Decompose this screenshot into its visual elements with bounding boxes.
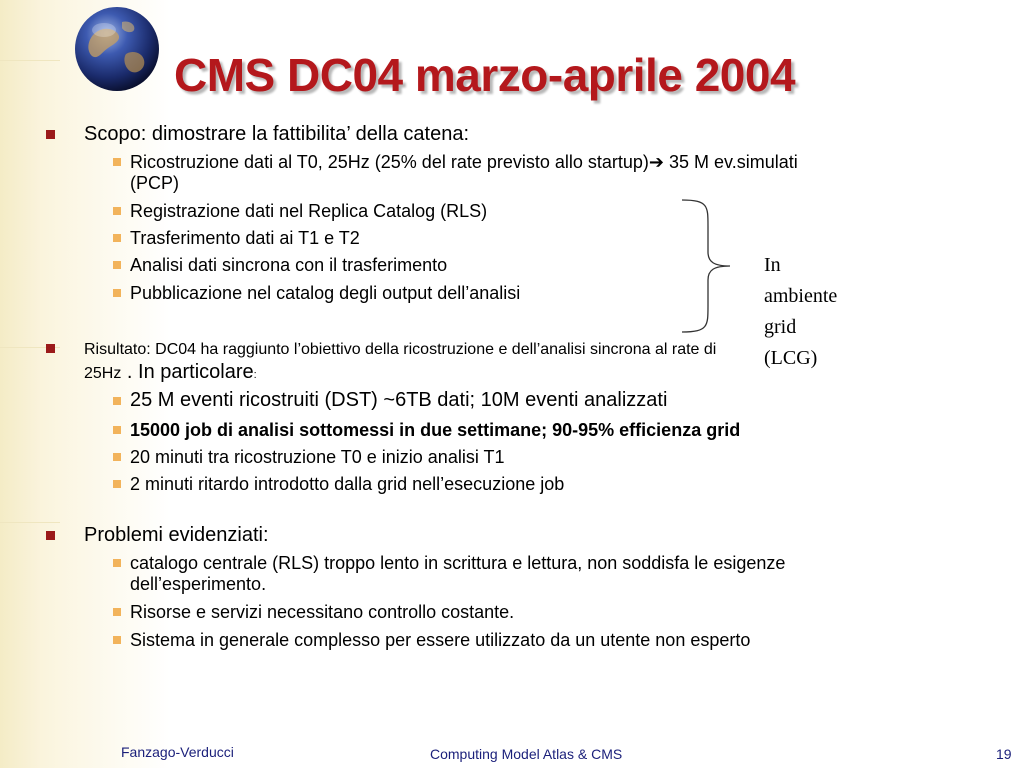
item-text: 20 minuti tra ricostruzione T0 e inizio analisi T1 — [130, 447, 505, 467]
list-item — [130, 390, 990, 411]
annotation-line: grid (LCG) — [764, 316, 818, 369]
item-text: Trasferimento dati ai T1 e T2 — [130, 228, 360, 248]
list-item — [130, 553, 990, 595]
bullet-square-icon — [113, 608, 121, 616]
list-item — [130, 228, 990, 249]
list-item — [130, 447, 990, 468]
bullet-square-icon — [113, 426, 121, 434]
footer-author: Fanzago-Verducci — [121, 744, 234, 760]
decor-line — [0, 60, 60, 61]
item-text: 35 M ev.simulati — [664, 152, 798, 172]
item-text: 25 M eventi ricostruiti (DST) ~6TB dati; 10M eventi analizzati — [130, 389, 668, 411]
bullet-square-icon — [113, 289, 121, 297]
bullet-square-icon — [113, 559, 121, 567]
list-item — [130, 420, 990, 441]
item-text: 2 minuti ritardo introdotto dalla grid nell’esecuzione job — [130, 474, 565, 494]
bullet-square-icon — [113, 158, 121, 166]
item-text: dell’esperimento. — [130, 574, 267, 594]
bullet-square-icon — [113, 480, 121, 488]
section-heading: Problemi evidenziati: — [84, 524, 269, 546]
arrow-right-icon: ➔ — [648, 152, 665, 172]
left-decor-strip — [0, 0, 40, 768]
globe-icon — [72, 4, 162, 94]
bullet-risultato — [84, 337, 994, 386]
list-item — [130, 152, 990, 194]
bullet-square-icon — [113, 397, 121, 405]
item-text: Pubblicazione nel catalog degli output dell’analisi — [130, 283, 521, 303]
slide-title: CMS DC04 marzo-aprile 2004 — [174, 49, 796, 101]
list-item — [130, 255, 990, 276]
bullet-square-icon — [113, 234, 121, 242]
bullet-square-icon — [113, 453, 121, 461]
item-text: catalogo centrale (RLS) troppo lento in scrittura e lettura, non soddisfa le esigenze — [130, 553, 786, 573]
list-item — [130, 602, 990, 623]
item-text: Ricostruzione dati al T0, 25Hz (25% del rate previsto allo startup) — [130, 152, 649, 172]
section-heading: : — [253, 369, 257, 381]
page-number: 19 — [996, 746, 1012, 762]
section-heading: Risultato: DC04 ha raggiunto l’obiettivo della ricostruzione e dell’analisi sincrona al rate di — [84, 341, 717, 358]
list-item — [130, 283, 990, 304]
section-heading: 25Hz — [84, 365, 122, 382]
bullet-square-icon — [46, 531, 55, 540]
item-text: Registrazione dati nel Replica Catalog (RLS) — [130, 201, 488, 221]
bullet-square-icon — [113, 261, 121, 269]
list-item — [130, 474, 990, 495]
bullet-scopo — [84, 123, 994, 145]
item-text: (PCP) — [130, 173, 179, 193]
item-text: Sistema in generale complesso per essere utilizzato da un utente non esperto — [130, 630, 751, 650]
bullet-square-icon — [113, 636, 121, 644]
curly-brace-icon — [678, 196, 738, 336]
bullet-problemi — [84, 524, 994, 546]
footer-title: Computing Model Atlas & CMS — [430, 746, 623, 762]
list-item — [130, 201, 990, 222]
decor-line — [0, 522, 60, 523]
bullet-square-icon — [113, 207, 121, 215]
item-text: 15000 job di analisi sottomessi in due settimane; 90-95% efficienza grid — [130, 420, 741, 440]
bullet-square-icon — [46, 344, 55, 353]
list-item — [130, 630, 990, 651]
section-heading: . In particolare — [121, 361, 254, 383]
section-heading: Scopo: dimostrare la fattibilita’ della catena: — [84, 123, 470, 145]
bullet-square-icon — [46, 130, 55, 139]
item-text: Risorse e servizi necessitano controllo costante. — [130, 602, 515, 622]
annotation-line: In ambiente — [764, 254, 838, 307]
item-text: Analisi dati sincrona con il trasferimento — [130, 255, 448, 275]
